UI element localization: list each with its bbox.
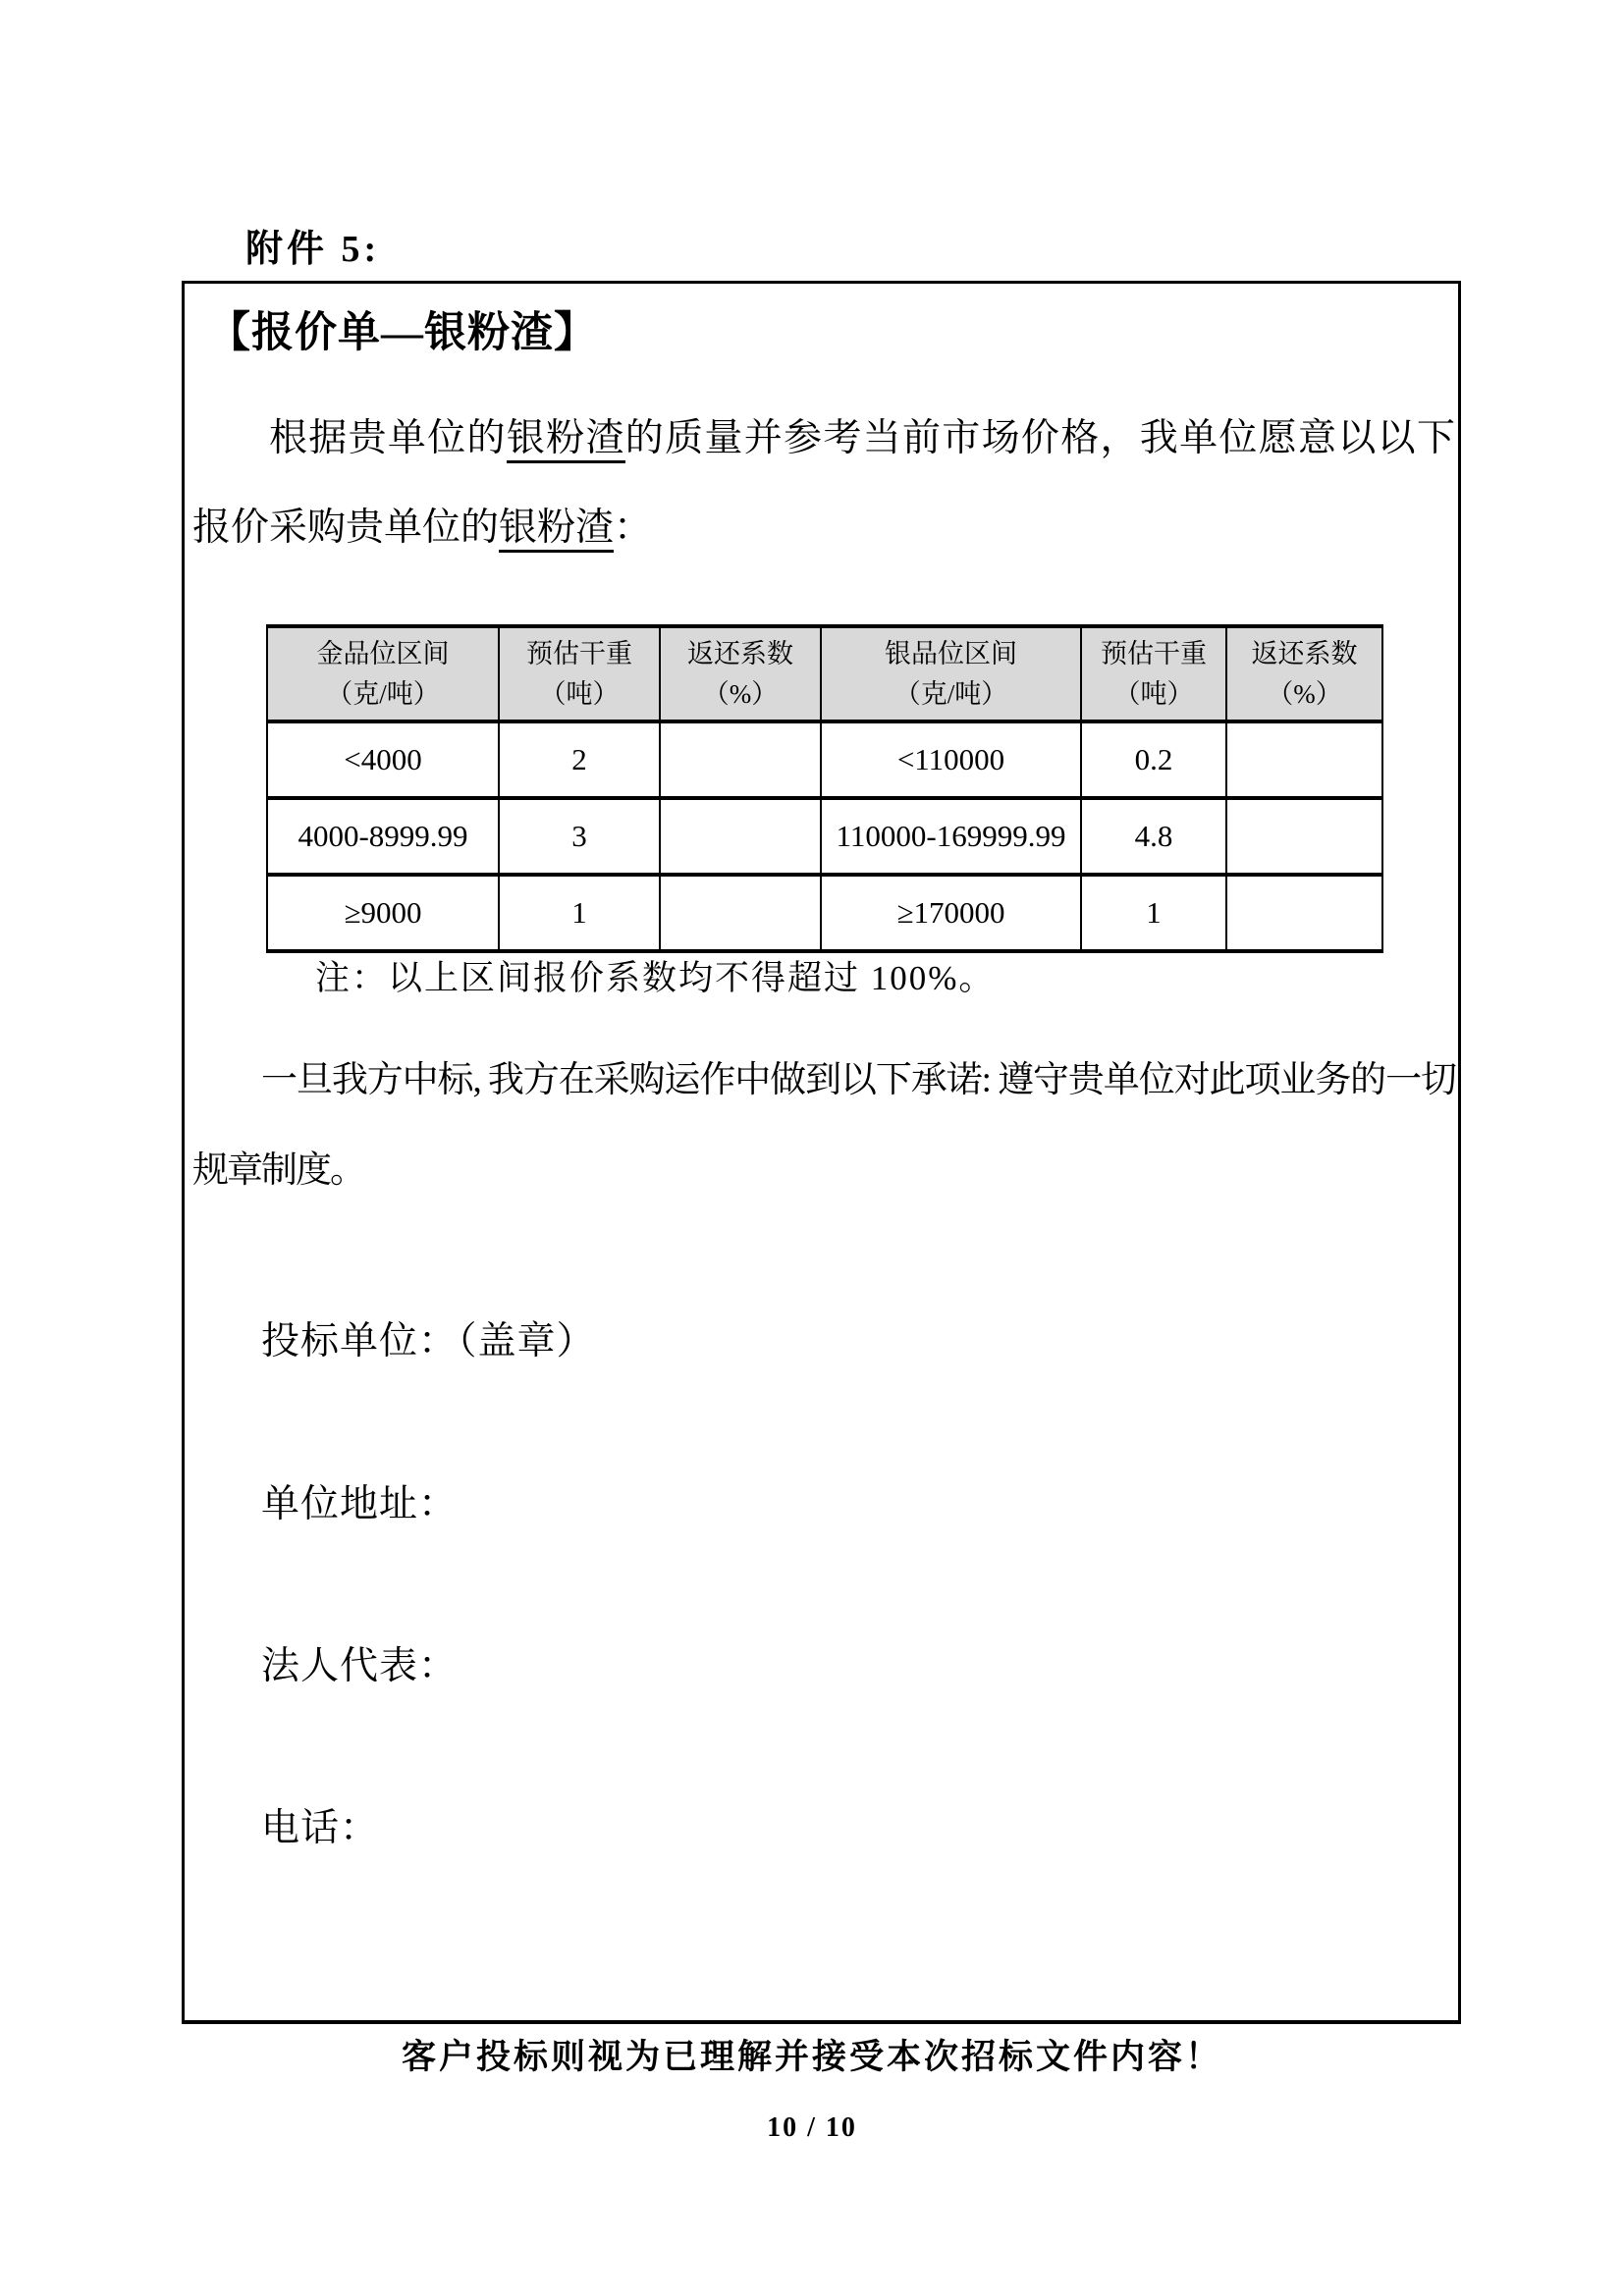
header-return-coefficient-gold [660, 626, 821, 721]
table-row [267, 798, 1382, 875]
header-return-coefficient-silver [1226, 626, 1382, 721]
header-estimated-dry-weight-gold [499, 626, 660, 721]
field-legal-representative: 法人代表： [261, 1645, 459, 1687]
cell-silver-grade: <110000 [821, 721, 1081, 798]
header-label: 银品位区间 [885, 638, 1017, 668]
header-unit: （%） [702, 678, 779, 709]
intro-segment: 的质量并参考当前市场价格，我单位愿意以以下报价采购贵单位的 [192, 417, 1455, 549]
underlined-term-silver-powder-slag: 银粉渣 [499, 507, 614, 553]
field-unit-address: 单位地址： [261, 1483, 459, 1525]
header-label: 返还系数 [1251, 638, 1358, 668]
header-unit: （克/吨） [326, 678, 440, 709]
header-unit: （克/吨） [893, 678, 1008, 709]
header-label: 预估干重 [1101, 638, 1207, 668]
table-row [267, 875, 1382, 951]
intro-paragraph [192, 394, 1455, 572]
footer-disclaimer: 客户投标则视为已理解并接受本次招标文件内容！ [401, 2038, 1222, 2076]
cell-return-coefficient-blank [660, 875, 821, 951]
cell-gold-grade: ≥9000 [267, 875, 499, 951]
field-phone: 电话： [261, 1807, 380, 1849]
cell-dry-weight: 1 [1081, 875, 1226, 951]
cell-return-coefficient-blank [660, 721, 821, 798]
header-gold-grade-range [267, 626, 499, 721]
cell-dry-weight: 3 [499, 798, 660, 875]
cell-gold-grade: <4000 [267, 721, 499, 798]
cell-silver-grade: ≥170000 [821, 875, 1081, 951]
header-label: 预估干重 [526, 638, 632, 668]
form-title: 【报价单—银粉渣】 [208, 310, 597, 356]
attachment-label: 附件 5: [245, 229, 381, 270]
page-number: 10 / 10 [767, 2112, 857, 2143]
table-header-row [267, 626, 1382, 721]
header-estimated-dry-weight-silver [1081, 626, 1226, 721]
field-bidder-unit: 投标单位：（盖章） [261, 1320, 596, 1362]
cell-dry-weight: 0.2 [1081, 721, 1226, 798]
header-silver-grade-range [821, 626, 1081, 721]
cell-silver-grade: 110000-169999.99 [821, 798, 1081, 875]
quotation-table [266, 624, 1383, 953]
cell-dry-weight: 1 [499, 875, 660, 951]
cell-return-coefficient-blank [660, 798, 821, 875]
cell-return-coefficient-blank [1226, 721, 1382, 798]
table-row [267, 721, 1382, 798]
underlined-term-silver-powder-slag: 银粉渣 [507, 417, 625, 463]
cell-return-coefficient-blank [1226, 798, 1382, 875]
commitment-paragraph: 一旦我方中标, 我方在采购运作中做到以下承诺: 遵守贵单位对此项业务的一切规章制度。 [192, 1060, 1455, 1191]
intro-segment: ： [614, 507, 653, 549]
cell-gold-grade: 4000-8999.99 [267, 798, 499, 875]
cell-dry-weight: 2 [499, 721, 660, 798]
header-label: 金品位区间 [316, 638, 450, 668]
header-unit: （%） [1267, 678, 1342, 709]
header-label: 返还系数 [687, 638, 793, 668]
intro-segment: 根据贵单位的 [269, 417, 507, 459]
header-unit: （吨） [1113, 678, 1194, 709]
quotation-form-box [182, 281, 1461, 2024]
header-unit: （吨） [539, 678, 620, 709]
cell-return-coefficient-blank [1226, 875, 1382, 951]
cell-dry-weight: 4.8 [1081, 798, 1226, 875]
table-note: 注：以上区间报价系数均不得超过 100%。 [315, 959, 996, 997]
